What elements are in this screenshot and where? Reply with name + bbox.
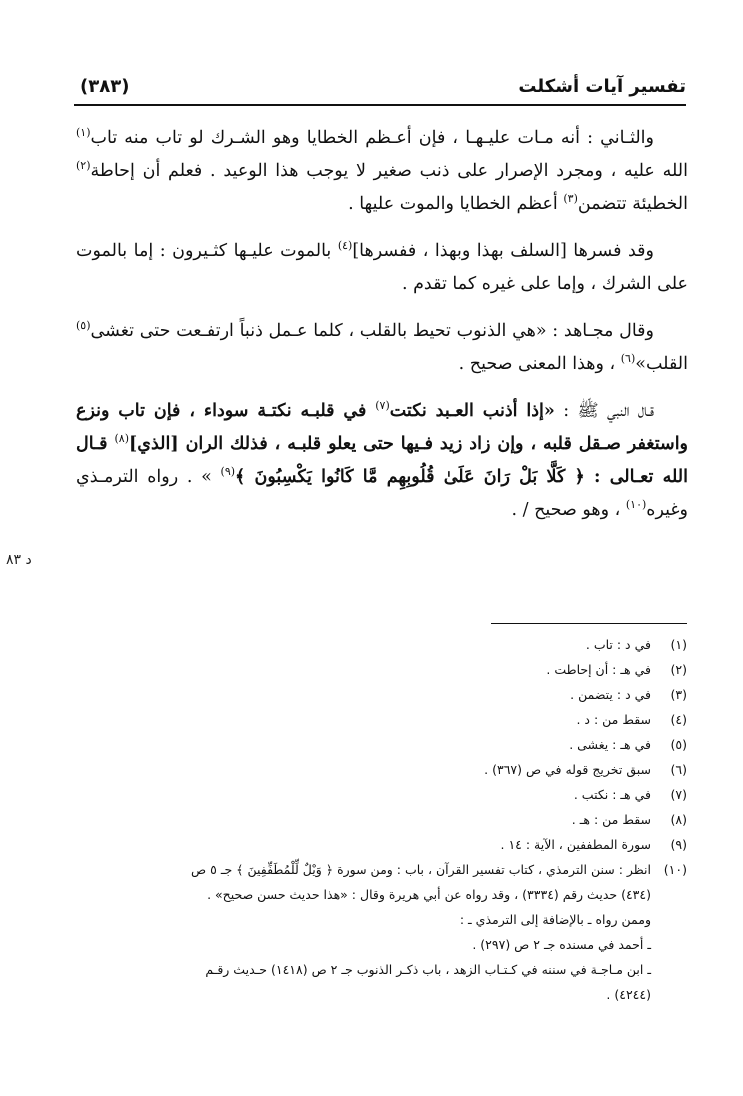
paragraph (76, 395, 688, 527)
text-run: وقال مجـاهد : «هي الذنوب تحيط بالقلب ، كلما عـمل ذنباً ارتفـعت حتى تغشى (90, 321, 654, 341)
running-title: تفسير آيات أشكلت (518, 76, 686, 97)
footnote-text: في د : تاب . (585, 637, 651, 652)
footnote (53, 757, 687, 782)
footnote (53, 857, 687, 882)
footnote-continuation: وممن رواه ـ بالإضافة إلى الترمذي ـ : (459, 912, 651, 927)
footnote-text: سبق تخريج قوله في ص (٣٦٧) . (484, 762, 651, 777)
page-header (74, 70, 686, 106)
footnote-ref: (٧) (375, 399, 390, 413)
footnote-ref: (٣) (563, 192, 578, 206)
footnote-divider (491, 623, 687, 624)
footnote (53, 832, 687, 857)
footnote-text: في هـ : يغشى . (569, 737, 651, 752)
text-run: القلب» (635, 354, 688, 374)
footnote-text: انظر : سنن الترمذي ، كتاب تفسير القرآن ، باب : ومن سورة ﴿ وَيْلٌ لِّلْمُطَفِّفِينَ ﴾ جـ ٥ ص (191, 862, 651, 877)
footnote-ref: (١) (76, 126, 91, 140)
footnote-ref: (٥) (76, 319, 91, 333)
quoted-hadith: في قلبـه نكتـة سوداء ، فإن تاب ونزع واستغفر صـقل قلبه ، وإن زاد زيد فـيها حتى يعلو قلبـه ، فذلك الران [الذي] (76, 401, 689, 454)
footnote-continuation: (٤٣٤) حديث رقم (٣٣٣٤) ، وقد رواه عن أبي هريرة وقال : «هذا حديث حسن صحيح» . (207, 887, 651, 902)
footnote-ref: (٨) (114, 432, 129, 446)
text-run: والثـاني : أنه مـات عليـهـا ، فإن أعـظم الخطايا وهو الشـرك لو تاب منه تاب (90, 128, 654, 148)
footnote-text: في هـ : نكتب . (573, 787, 651, 802)
footnote (53, 807, 687, 832)
footnote-ref: (٤) (337, 239, 353, 253)
footnote-number: (٢) (670, 662, 687, 677)
paragraph (76, 235, 688, 301)
footnote-ref: (٩) (220, 465, 236, 479)
text-run: الخطيئة تتضمن (577, 194, 688, 214)
footnote-number: (٥) (670, 737, 687, 752)
footnote-text: سقط من : هـ . (571, 812, 651, 827)
footnote-number: (١) (670, 637, 687, 652)
footnote-number: (٧) (670, 787, 687, 802)
footnote (53, 682, 687, 707)
footnote-continuation: (٤٢٤٤) . (606, 987, 651, 1002)
footnote-number: (٤) (670, 712, 687, 727)
text-run: بالموت عليـها كثـيرون : إما بالموت على الشرك ، وإما على غيره كما تقدم . (76, 241, 688, 294)
footnote-number: (٦) (670, 762, 687, 777)
quoted-hadith: قـال الله تعـالى : ﴿ كَلَّا بَلْ رَانَ عَلَىٰ قُلُوبِهِم مَّا كَانُوا يَكْسِبُونَ ﴾ (76, 434, 688, 487)
footnote (53, 707, 687, 732)
footnote-ref: (١٠) (625, 498, 647, 512)
footnote (53, 732, 687, 757)
text-run: ، وهو صحيح / . (511, 500, 626, 520)
manuscript-margin-note: د ٨٣ (6, 552, 32, 568)
footnote-ref: (٢) (76, 159, 91, 173)
page-number: (٣٨٣) (80, 76, 130, 97)
text-run: وقد فسرها [السلف بهذا وبهذا ، ففسرها] (352, 241, 654, 261)
footnote (53, 657, 687, 682)
footnote (53, 782, 687, 807)
footnote-number: (١٠) (663, 862, 687, 877)
text-run: ، وهذا المعنى صحيح . (458, 354, 621, 374)
footnotes (53, 632, 687, 1007)
paragraph (76, 122, 688, 221)
main-text (76, 122, 688, 541)
footnote-continuation: ـ أحمد في مسنده جـ ٢ ص (٢٩٧) . (472, 937, 651, 952)
quoted-hadith: «إذا أذنب العـبد نكتت (389, 401, 555, 421)
footnote-number: (٩) (670, 837, 687, 852)
footnote-number: (٨) (670, 812, 687, 827)
footnote-text: في د : يتضمن . (570, 687, 651, 702)
footnote-continuation: ـ ابن مـاجـة في سننه في كـتـاب الزهد ، باب ذكـر الذنوب جـ ٢ ص (١٤١٨) حـديث رقـم (205, 962, 651, 977)
text-run: أعظم الخطايا والموت عليها . (348, 194, 564, 214)
footnote (53, 632, 687, 657)
footnote-text: في هـ : أن إحاطت . (546, 662, 651, 677)
text-run: قـال النبي ﷺ : (554, 401, 654, 421)
footnote-text: سقط من : د . (576, 712, 651, 727)
footnote-text: سورة المطففين ، الآية : ١٤ . (500, 837, 651, 852)
paragraph (76, 315, 688, 381)
footnote-number: (٣) (670, 687, 687, 702)
text-run: » . رواه الترمـذي وغيره (76, 467, 688, 520)
text-run: الله عليه ، ومجرد الإصرار على ذنب صغير لا يوجب هذا الوعيد . فعلم أن إحاطة (90, 161, 688, 181)
footnote-ref: (٦) (620, 352, 636, 366)
